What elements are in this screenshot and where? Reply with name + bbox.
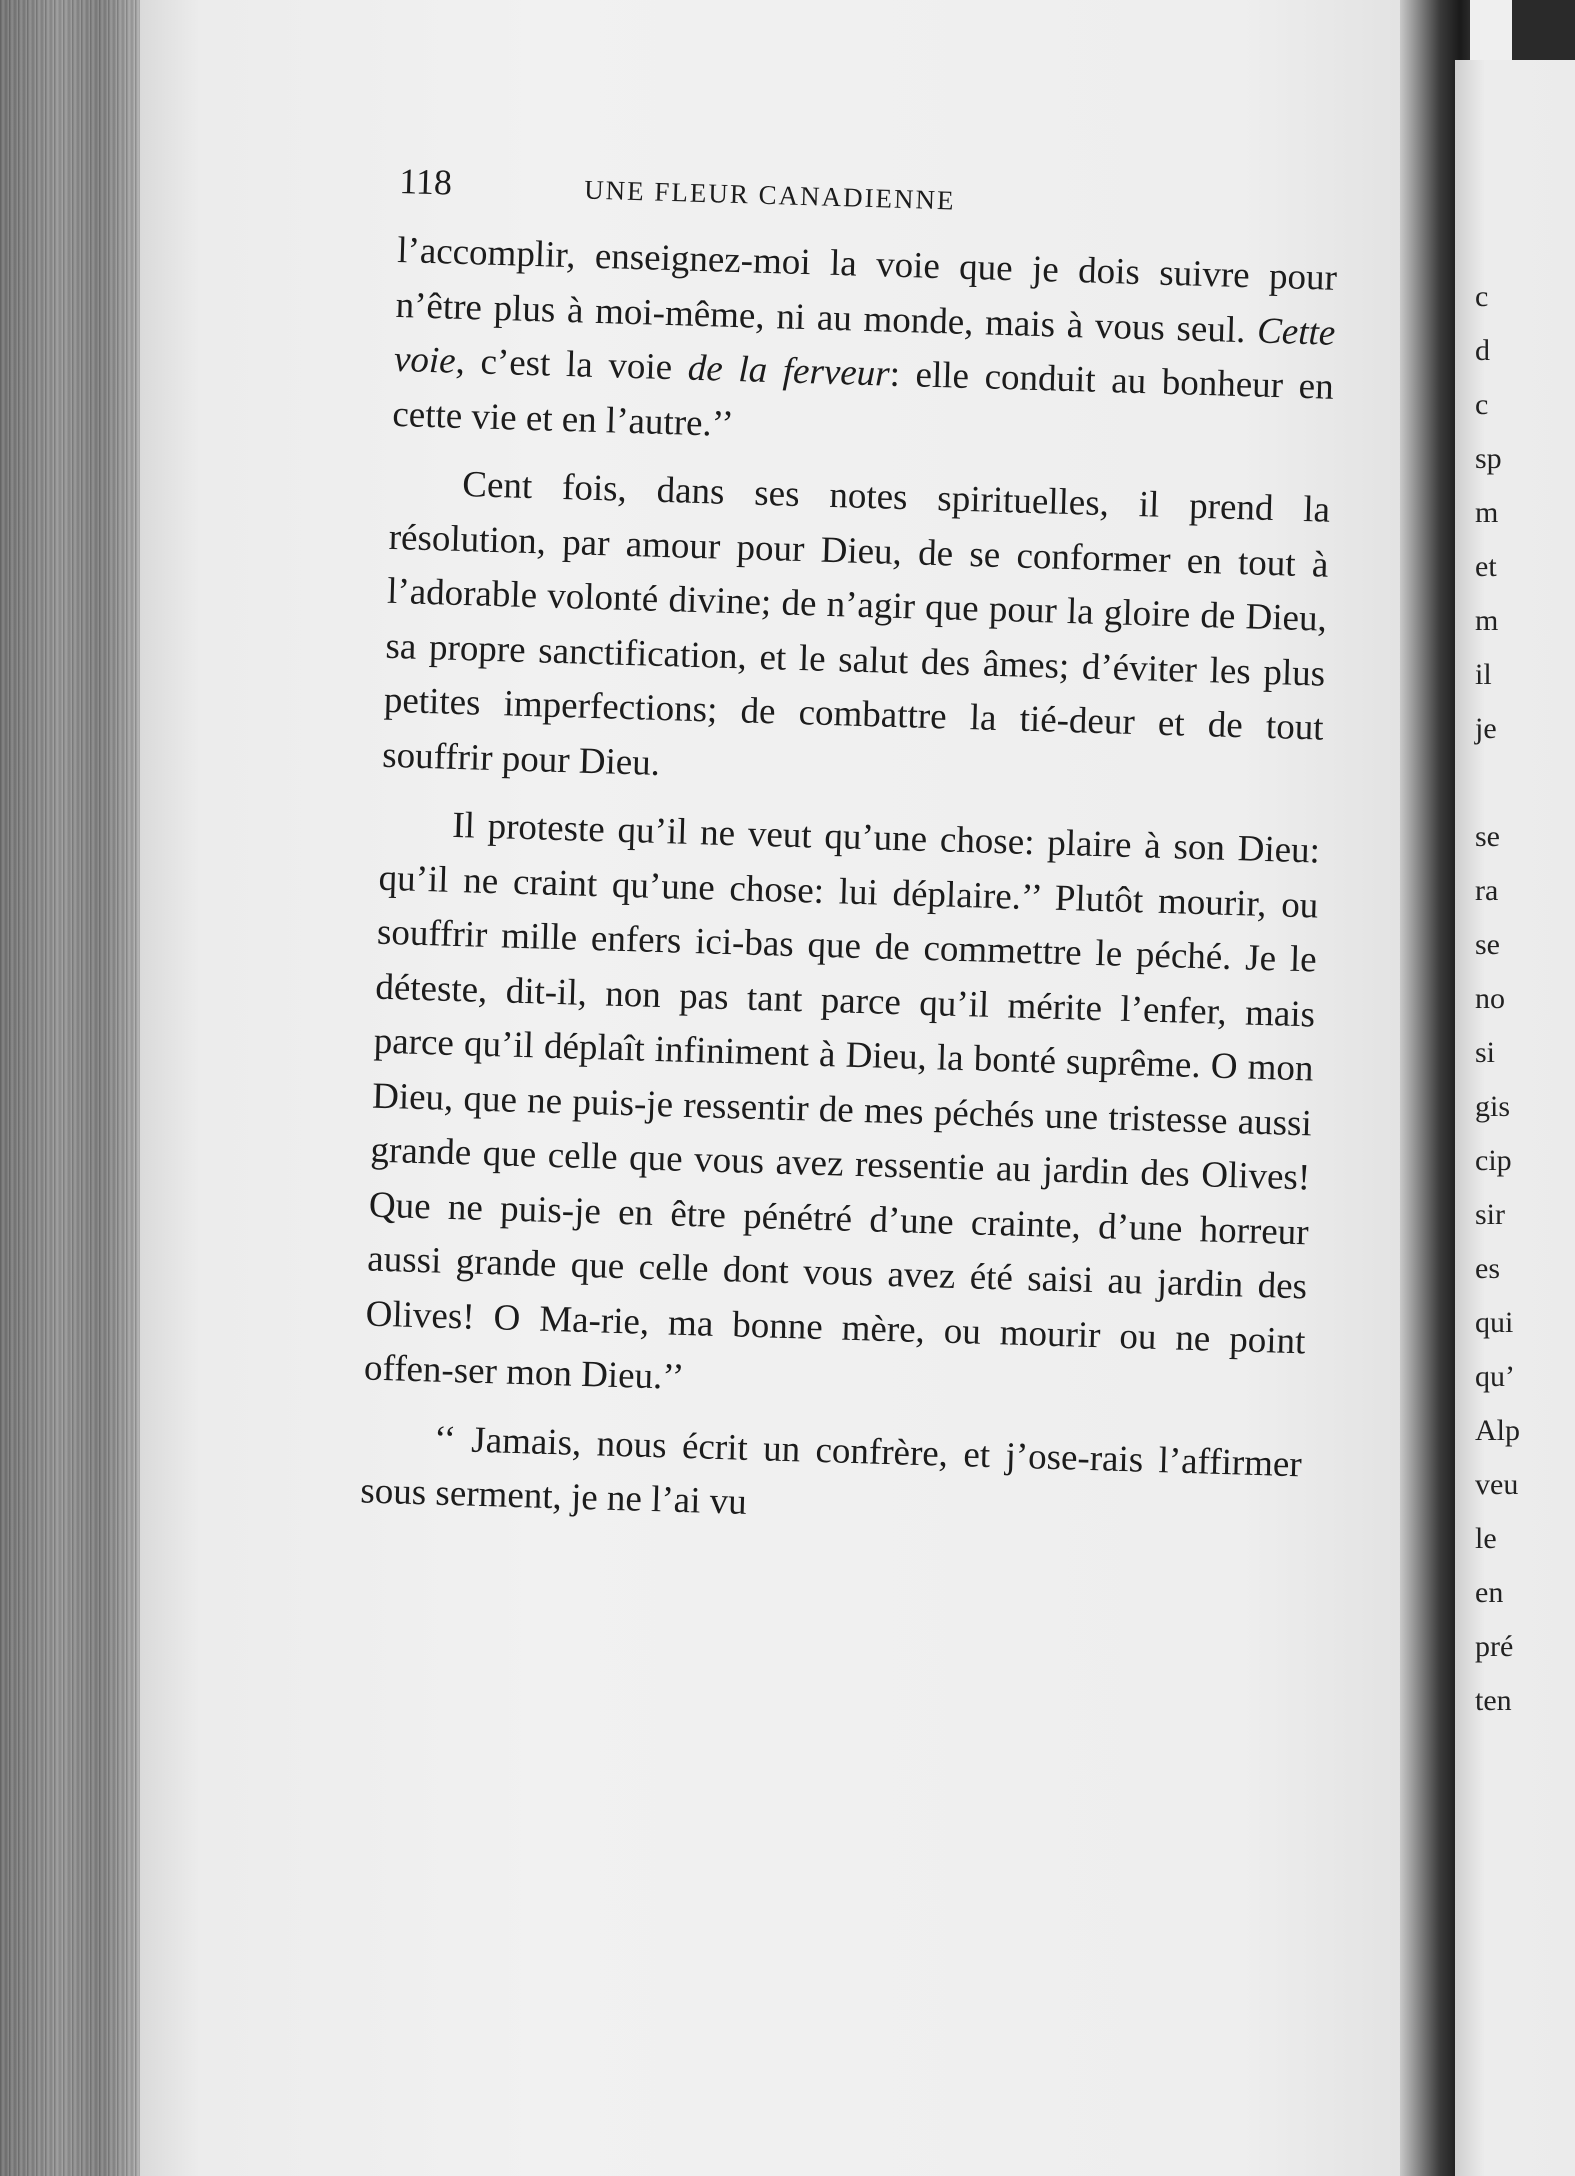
paragraph-p3 <box>363 797 1320 1424</box>
facing-page-line: es <box>1475 1252 1500 1285</box>
facing-page-line <box>1475 756 1515 810</box>
facing-page-line: ten <box>1475 1684 1512 1717</box>
facing-page-line: gis <box>1475 1090 1511 1123</box>
italic-run: de la ferveur <box>687 347 891 395</box>
facing-page-line: qui <box>1475 1306 1514 1339</box>
facing-page-line: d <box>1475 334 1490 367</box>
facing-page-text <box>1475 270 1520 1728</box>
page-number: 118 <box>398 160 453 203</box>
facing-page-line: le <box>1475 1522 1497 1555</box>
facing-page-line: m <box>1475 496 1499 529</box>
text-run: Il proteste qu’il ne veut qu’une chose: plaire à son Dieu: qu’il ne craint qu’une chose: lui déplaire.’’ Plutôt mourir, ou souffrir mille enfers ici-bas que de commettre le péché. Je le déteste, dit-il, non pas tant parce qu’il mérite l’enfer, mais parce qu’il déplaît infiniment à Dieu, la bonté suprême. O mon Dieu, que ne puis-je ressentir de mes péchés une tristesse aussi grande que celle que vous avez ressentie au jardin des Olives! Que ne puis-je en être pénétré d’une crainte, d’une horreur aussi grande que celle dont vous avez été saisi au jardin des Olives! O Ma-rie, ma bonne mère, ou mourir ou ne point offen-ser mon Dieu.’’ <box>363 804 1321 1398</box>
paragraph-p1 <box>392 224 1338 470</box>
facing-page-line: en <box>1475 1576 1504 1609</box>
facing-page-line: sir <box>1475 1198 1505 1231</box>
facing-page-line: il <box>1475 658 1492 691</box>
facing-page-line: no <box>1475 982 1505 1015</box>
facing-page-line: je <box>1475 712 1497 745</box>
paragraph-p2 <box>382 456 1331 811</box>
facing-page-line: m <box>1475 604 1499 637</box>
body-text <box>360 224 1338 1547</box>
facing-page-line: Alp <box>1475 1414 1520 1447</box>
facing-page-line: pré <box>1475 1630 1514 1663</box>
facing-page-line: c <box>1475 388 1489 421</box>
facing-page-line: et <box>1475 550 1497 583</box>
facing-page-line: veu <box>1475 1468 1519 1501</box>
facing-page-line: se <box>1475 820 1500 853</box>
book-title: UNE FLEUR CANADIENNE <box>583 174 956 216</box>
facing-page-line: si <box>1475 1036 1496 1069</box>
facing-page-line: sp <box>1475 442 1502 475</box>
facing-page-line: c <box>1475 280 1489 313</box>
text-run: : elle conduit au bonheur en cette vie et en l’autre.’’ <box>391 353 1335 445</box>
facing-page-line: ra <box>1475 874 1499 907</box>
text-run: ‘‘ Jamais, nous écrit un confrère, et j’ose-rais l’affirmer sous serment, je ne l’ai vu <box>359 1418 1303 1523</box>
facing-page-line: cip <box>1475 1144 1512 1177</box>
italic-run: Cette voie <box>393 310 1336 382</box>
facing-page-line: se <box>1475 928 1500 961</box>
text-run: , c’est la voie <box>455 340 689 389</box>
text-run: Cent fois, dans ses notes spirituelles, il prend la résolution, par amour pour Dieu, de se conformer en tout à l’adorable volonté divine; de n’agir que pour la gloire de Dieu, sa propre sanctification, et le salut des âmes; d’éviter les plus petites imperfections; de combattre la tié-deur et de tout souffrir pour Dieu. <box>381 464 1331 784</box>
facing-page-line: qu’ <box>1475 1360 1515 1393</box>
text-run: l’accomplir, enseignez-moi la voie que je dois suivre pour n’être plus à moi-même, ni au monde, mais à vous seul. <box>395 229 1338 351</box>
page-text-block <box>360 160 1340 1547</box>
facing-page <box>1455 60 1575 2176</box>
